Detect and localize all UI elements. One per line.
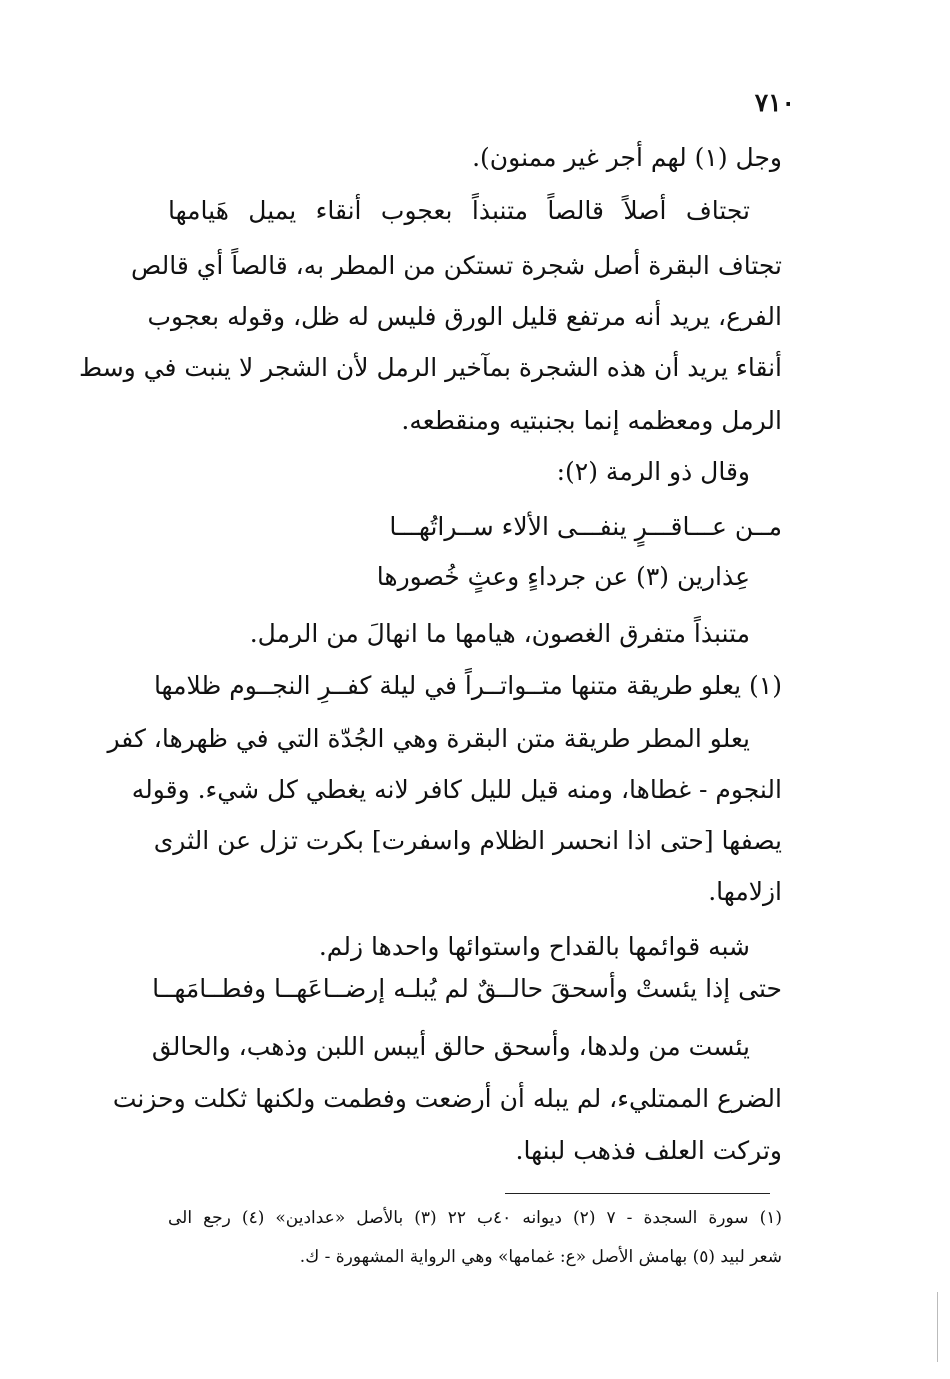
footnote-line: شعر لبيد (٥) بهامش الأصل «ع: غمامها» وهي الرواية المشهورة - ك. — [299, 1247, 782, 1267]
text-line: الفرع، يريد أنه مرتفع قليل الورق فليس له ظل، وقوله بعجوب — [147, 302, 782, 331]
text-line: يعلو المطر طريقة متن البقرة وهي الجُدّة التي في ظهرها، كفر — [107, 724, 750, 753]
text-line: متنبذاً متفرق الغصون، هيامها ما انهالَ من الرمل. — [249, 619, 750, 648]
footnote-divider — [505, 1193, 770, 1194]
text-line: الرمل ومعظمه إنما بجنبتيه ومنقطعه. — [401, 406, 782, 435]
verse-line: تجتاف أصلاً قالصاً متنبذاً بعجوب أنقاء يميل هَيامها — [168, 196, 750, 225]
text-line: أنقاء يريد أن هذه الشجرة بمآخير الرمل لأن الشجر لا ينبت في وسط — [78, 353, 782, 382]
verse-line: (١) يعلو طريقة متنها متــواتــراً في ليلة كفــرِ النجــوم ظلامها — [153, 671, 782, 700]
text-line: يئست من ولدها، وأسحق حالق أيبس اللبن وذهب، والحالق — [151, 1032, 750, 1061]
text-line: وتركت العلف فذهب لبنها. — [515, 1136, 782, 1165]
text-line: النجوم - غطاها، ومنه قيل لليل كافر لانه يغطي كل شيء. وقوله — [131, 775, 782, 804]
verse-line: مــن عـــاقـــرٍ ينفـــى الألاء ســراتُهـــا — [389, 512, 782, 541]
text-line: وجل (١) لهم أجر غير ممنون). — [472, 143, 782, 172]
verse-line: حتى إذا يئستْ وأسحقَ حالــقٌ لم يُبلـه إرضــاعَهــا وفطــامَهــا — [152, 974, 782, 1003]
footnote-line: (١) سورة السجدة - ٧ (٢) ديوانه ٤٠ب ٢٢ (٣) بالأصل «عدادين» (٤) رجع الى — [168, 1208, 782, 1228]
text-line: الضرع الممتليء، لم يبله أن أرضعت وفطمت ولكنها ثكلت وحزنت — [112, 1084, 782, 1113]
verse-line: عِذارين (٣) عن جرداءٍ وعثٍ خُصورها — [376, 562, 750, 591]
text-line: وقال ذو الرمة (٢): — [556, 457, 750, 486]
text-line: شبه قوائمها بالقداح واستوائها واحدها زلم. — [318, 932, 750, 961]
text-line: يصفها [حتى اذا انحسر الظلام واسفرت] بكرت تزل عن الثرى — [153, 826, 782, 855]
text-line: ازلامها. — [708, 877, 782, 906]
text-line: تجتاف البقرة أصل شجرة تستكن من المطر به، قالصاً أي قالص — [131, 251, 782, 280]
page-number: ٧١٠ — [754, 88, 795, 117]
scan-edge-mark — [937, 1292, 938, 1362]
